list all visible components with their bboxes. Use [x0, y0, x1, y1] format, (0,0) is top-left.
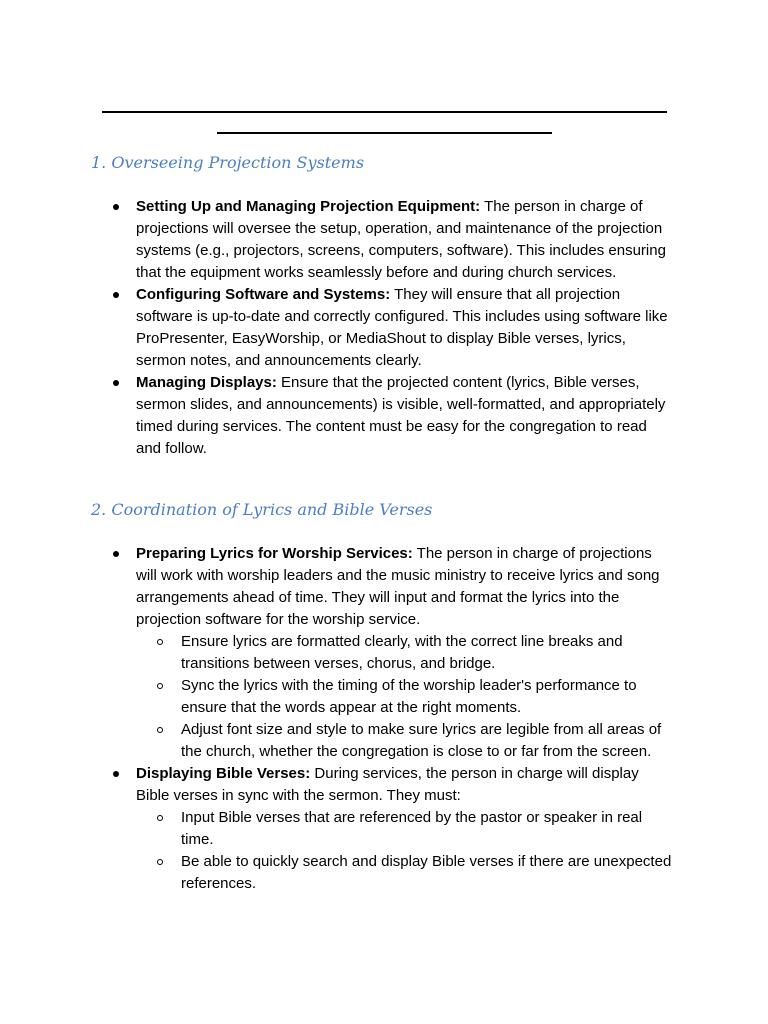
sub-item-text: Adjust font size and style to make sure lyrics are legible from all areas of the church, whether the congregation is close to or far from the screen.: [181, 721, 662, 760]
sub-list-item: [136, 631, 677, 675]
bullet-icon: [113, 380, 119, 386]
header-rule-long: [102, 111, 667, 113]
bullet-icon: [113, 204, 119, 210]
list-item-displaying-bible-verses: [0, 763, 672, 895]
sub-item-text: Ensure lyrics are formatted clearly, with the correct line breaks and transitions between verses, chorus, and bridge.: [181, 633, 623, 672]
item-lead: Preparing Lyrics for Worship Services:: [136, 545, 413, 562]
sub-list-item: [136, 851, 677, 895]
circle-bullet-icon: [157, 727, 163, 733]
bullet-icon: [113, 771, 119, 777]
list-item-setup-equipment: [0, 196, 668, 284]
list-item-preparing-lyrics: [0, 543, 668, 763]
sub-list-item: [136, 807, 677, 851]
item-lead: Configuring Software and Systems:: [136, 286, 391, 303]
list-item-managing-displays: [0, 372, 668, 460]
sub-item-text: Be able to quickly search and display Bible verses if there are unexpected references.: [181, 853, 672, 892]
circle-bullet-icon: [157, 815, 163, 821]
bullet-icon: [113, 292, 119, 298]
list-item-configuring-software: [0, 284, 668, 372]
item-text: They will ensure that all projection software is up-to-date and correctly configured. This includes using software like ProPresenter, EasyWorship, or MediaShout to display Bible verses, lyrics, sermon notes, and announcements clearly.: [136, 286, 668, 369]
item-text: The person in charge of projections will work with worship leaders and the music ministry to receive lyrics and song arrangements ahead of time. They will input and format the lyrics into the projection software for the worship service.: [136, 545, 660, 628]
section1-list: [0, 196, 768, 460]
sub-list: [136, 807, 672, 895]
section2-list: [0, 543, 768, 895]
item-text: The person in charge of projections will oversee the setup, operation, and maintenance of the projection systems (e.g., projectors, screens, computers, software). This includes ensuring that the equipment works seamlessly before and during church services.: [136, 198, 666, 281]
sub-list: [136, 631, 668, 763]
item-lead: Setting Up and Managing Projection Equipment:: [136, 198, 481, 215]
header-rule-short: [217, 132, 552, 134]
section-heading-overseeing-projection: 1. Overseeing Projection Systems: [91, 153, 365, 172]
circle-bullet-icon: [157, 859, 163, 865]
item-lead: Displaying Bible Verses:: [136, 765, 311, 782]
sub-list-item: [136, 675, 677, 719]
bullet-icon: [113, 551, 119, 557]
sub-item-text: Sync the lyrics with the timing of the worship leader's performance to ensure that the words appear at the right moments.: [181, 677, 637, 716]
item-text: Ensure that the projected content (lyrics, Bible verses, sermon slides, and announcements) is visible, well-formatted, and appropriately timed during services. The content must be easy for the congregation to read and follow.: [136, 374, 666, 457]
item-lead: Managing Displays:: [136, 374, 277, 391]
section-heading-coordination-lyrics: 2. Coordination of Lyrics and Bible Verses: [91, 500, 433, 519]
sub-list-item: [136, 719, 677, 763]
circle-bullet-icon: [157, 639, 163, 645]
item-text: During services, the person in charge will display Bible verses in sync with the sermon. They must:: [136, 765, 639, 804]
sub-item-text: Input Bible verses that are referenced by the pastor or speaker in real time.: [181, 809, 643, 848]
circle-bullet-icon: [157, 683, 163, 689]
